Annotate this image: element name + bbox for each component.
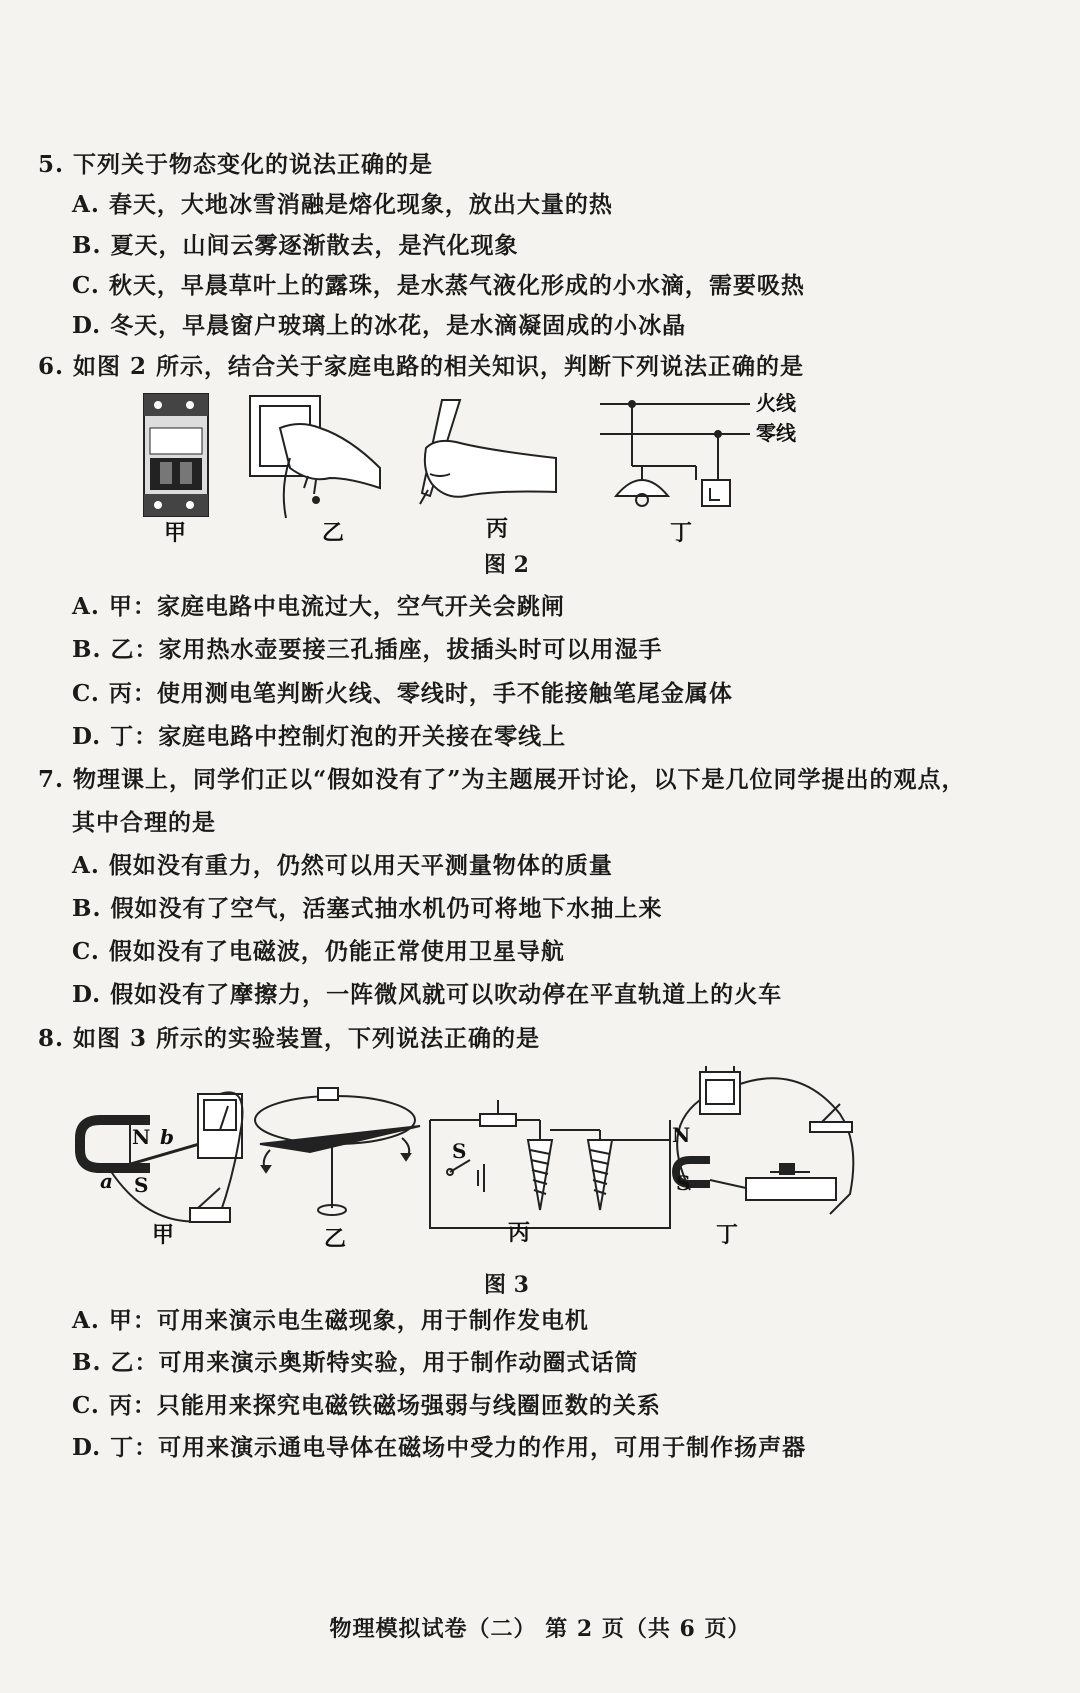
- fig2-live-wire-label: 火线: [756, 391, 796, 415]
- page-footer: 物理模拟试卷（二） 第 2 页（共 6 页）: [329, 1616, 751, 1642]
- fig3-label-jia: 甲: [152, 1222, 175, 1248]
- figure-2-caption: 图 2: [484, 552, 529, 578]
- question-8-option-c: C. 丙：只能用来探究电磁铁磁场强弱与线圈匝数的关系: [72, 1392, 661, 1419]
- figure-3-caption: 图 3: [484, 1272, 529, 1298]
- question-7-option-d: D. 假如没有了摩擦力，一阵微风就可以吹动停在平直轨道上的火车: [72, 981, 783, 1008]
- question-6-option-d: D. 丁：家庭电路中控制灯泡的开关接在零线上: [72, 723, 567, 750]
- question-6-option-b: B. 乙：家用热水壶要接三孔插座，拔插头时可以用湿手: [72, 636, 663, 663]
- figure-3: [70, 1060, 930, 1270]
- fig2-neutral-wire-label: 零线: [756, 421, 796, 445]
- question-7-stem: 7. 物理课上，同学们正以“假如没有了”为主题展开讨论，以下是几位同学提出的观点，: [38, 766, 966, 793]
- figure-2: [130, 388, 820, 548]
- question-5-option-a: A. 春天，大地冰雪消融是熔化现象，放出大量的热: [72, 191, 613, 218]
- fig2-label-yi: 乙: [322, 520, 345, 546]
- question-8-option-d: D. 丁：可用来演示通电导体在磁场中受力的作用，可用于制作扬声器: [72, 1434, 807, 1461]
- fig3-label-yi: 乙: [324, 1226, 347, 1252]
- question-8-option-a: A. 甲：可用来演示电生磁现象，用于制作发电机: [72, 1307, 589, 1334]
- question-7-stem-continued: 其中合理的是: [72, 809, 216, 836]
- fig3-bing-electromagnet-circuit: [430, 1100, 670, 1228]
- fig2-wiring-diagram: [600, 401, 750, 506]
- question-7-option-c: C. 假如没有了电磁波，仍能正常使用卫星导航: [72, 938, 565, 965]
- question-6-option-c: C. 丙：使用测电笔判断火线、零线时，手不能接触笔尾金属体: [72, 680, 733, 707]
- fig3-ding-s-pole: S: [676, 1171, 691, 1195]
- question-8-option-b: B. 乙：可用来演示奥斯特实验，用于制作动圈式话筒: [72, 1349, 639, 1376]
- question-5-option-d: D. 冬天，早晨窗户玻璃上的冰花，是水滴凝固成的小冰晶: [72, 312, 687, 339]
- question-7-option-a: A. 假如没有重力，仍然可以用天平测量物体的质量: [72, 852, 613, 879]
- fig2-label-ding: 丁: [670, 520, 693, 546]
- fig2-socket-hand-icon: [250, 396, 380, 518]
- question-6-stem: 6. 如图 2 所示，结合关于家庭电路的相关知识，判断下列说法正确的是: [38, 353, 805, 380]
- fig3-jia-apparatus: [80, 1092, 243, 1222]
- fig3-ding-motor-apparatus: [676, 1066, 853, 1214]
- fig2-breaker-icon: [144, 394, 208, 516]
- fig2-label-jia: 甲: [164, 520, 187, 546]
- fig2-test-pencil-icon: [420, 400, 556, 504]
- fig2-label-bing: 丙: [486, 516, 509, 542]
- fig3-jia-b-label: b: [160, 1125, 174, 1149]
- fig3-label-bing: 丙: [508, 1220, 531, 1246]
- question-5-stem: 5. 下列关于物态变化的说法正确的是: [38, 151, 434, 178]
- fig3-jia-s-pole: S: [134, 1173, 149, 1197]
- question-7-option-b: B. 假如没有了空气，活塞式抽水机仍可将地下水抽上来: [72, 895, 663, 922]
- fig3-yi-oersted-apparatus: [255, 1088, 420, 1215]
- question-5-option-c: C. 秋天，早晨草叶上的露珠，是水蒸气液化形成的小水滴，需要吸热: [72, 272, 805, 299]
- fig3-jia-n-pole: N: [132, 1125, 151, 1149]
- fig3-ding-n-pole: N: [672, 1123, 691, 1147]
- question-8-stem: 8. 如图 3 所示的实验装置，下列说法正确的是: [38, 1025, 541, 1052]
- fig3-label-ding: 丁: [716, 1222, 739, 1248]
- question-5-option-b: B. 夏天，山间云雾逐渐散去，是汽化现象: [72, 232, 519, 259]
- fig3-bing-switch-label: S: [452, 1139, 467, 1163]
- fig3-jia-a-label: a: [100, 1169, 113, 1193]
- question-6-option-a: A. 甲：家庭电路中电流过大，空气开关会跳闸: [72, 593, 565, 620]
